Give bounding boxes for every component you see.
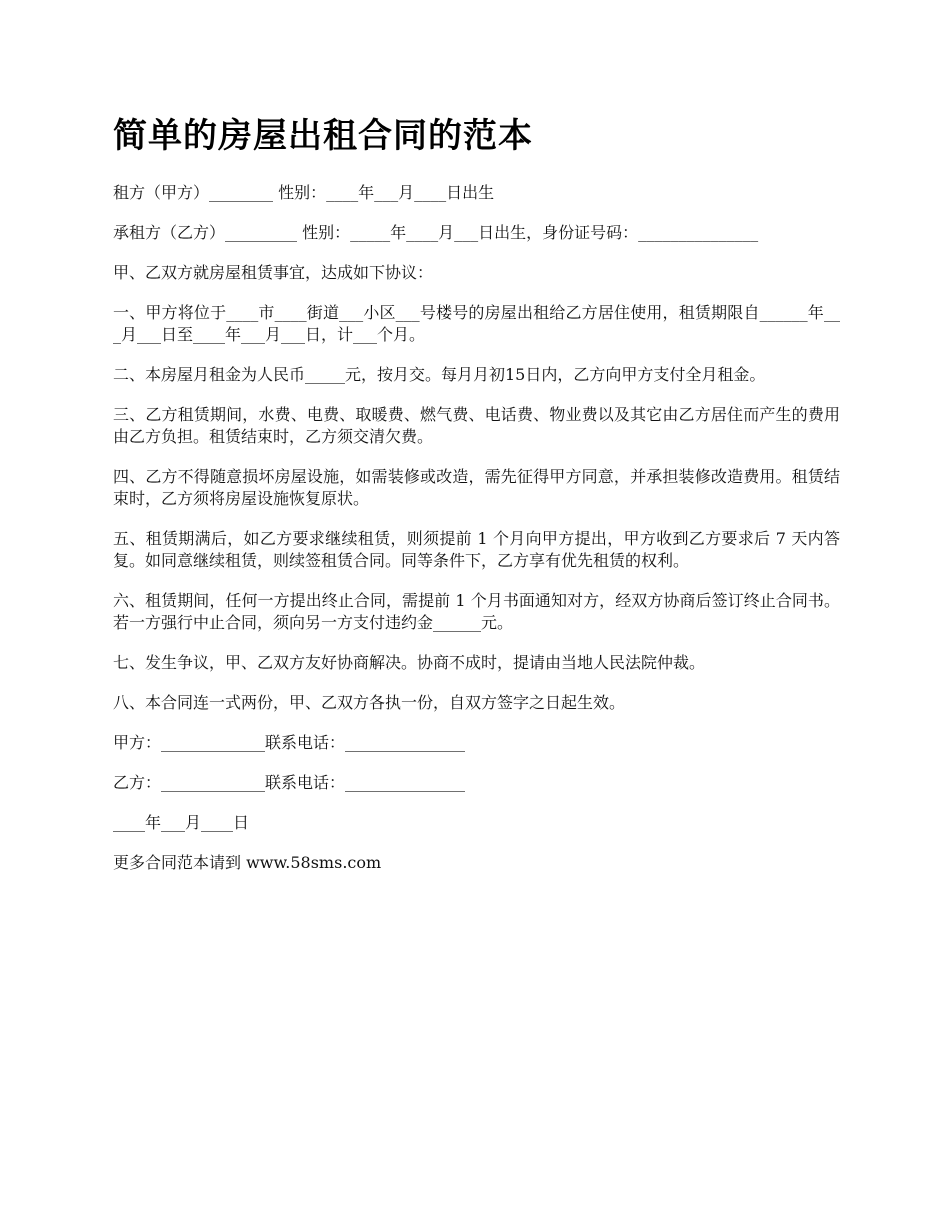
clause-4: 四、乙方不得随意损坏房屋设施，如需装修或改造，需先征得甲方同意，并承担装修改造费用。租赁结束时，乙方须将房屋设施恢复原状。 (113, 467, 840, 508)
clause-6: 六、租赁期间，任何一方提出终止合同，需提前 1 个月书面通知对方，经双方协商后签订终止合同书。若一方强行中止合同，须向另一方支付违约金______元。 (113, 591, 840, 632)
clause-3: 三、乙方租赁期间，水费、电费、取暖费、燃气费、电话费、物业费以及其它由乙方居住而产生的费用由乙方负担。租赁结束时，乙方须交清欠费。 (113, 405, 840, 446)
signature-party-b: 乙方：_____________联系电话：_______________ (113, 773, 466, 792)
clause-2: 二、本房屋月租金为人民币_____元，按月交。每月月初15日内，乙方向甲方支付全月租金。 (113, 365, 766, 384)
clause-8: 八、本合同连一式两份，甲、乙双方各执一份，自双方签字之日起生效。 (113, 693, 626, 712)
signature-party-a: 甲方：_____________联系电话：_______________ (113, 733, 466, 752)
agreement-intro: 甲、乙双方就房屋租赁事宜，达成如下协议： (113, 263, 434, 282)
document-page (113, 112, 840, 892)
clause-5: 五、租赁期满后，如乙方要求继续租赁，则须提前 1 个月向甲方提出，甲方收到乙方要求后 7 天内答复。如同意继续租赁，则续签租赁合同。同等条件下，乙方享有优先租赁的权利。 (113, 529, 840, 570)
lessor-line: 租方（甲方）________ 性别：____年___月____日出生 (113, 183, 495, 202)
signing-date: ____年___月____日 (113, 813, 250, 832)
clause-1: 一、甲方将位于____市____街道___小区___号楼号的房屋出租给乙方居住使用，租赁期限自______年___月___日至____年___月___日，计___个月。 (113, 303, 840, 344)
clause-7: 七、发生争议，甲、乙双方友好协商解决。协商不成时，提请由当地人民法院仲裁。 (113, 653, 706, 672)
document-title: 简单的房屋出租合同的范本 (113, 116, 533, 156)
footer-link-text: 更多合同范本请到 www.58sms.com (113, 853, 382, 872)
lessee-line: 承租方（乙方）_________ 性别：_____年____月___日出生，身份证号码：_______________ (113, 223, 759, 242)
